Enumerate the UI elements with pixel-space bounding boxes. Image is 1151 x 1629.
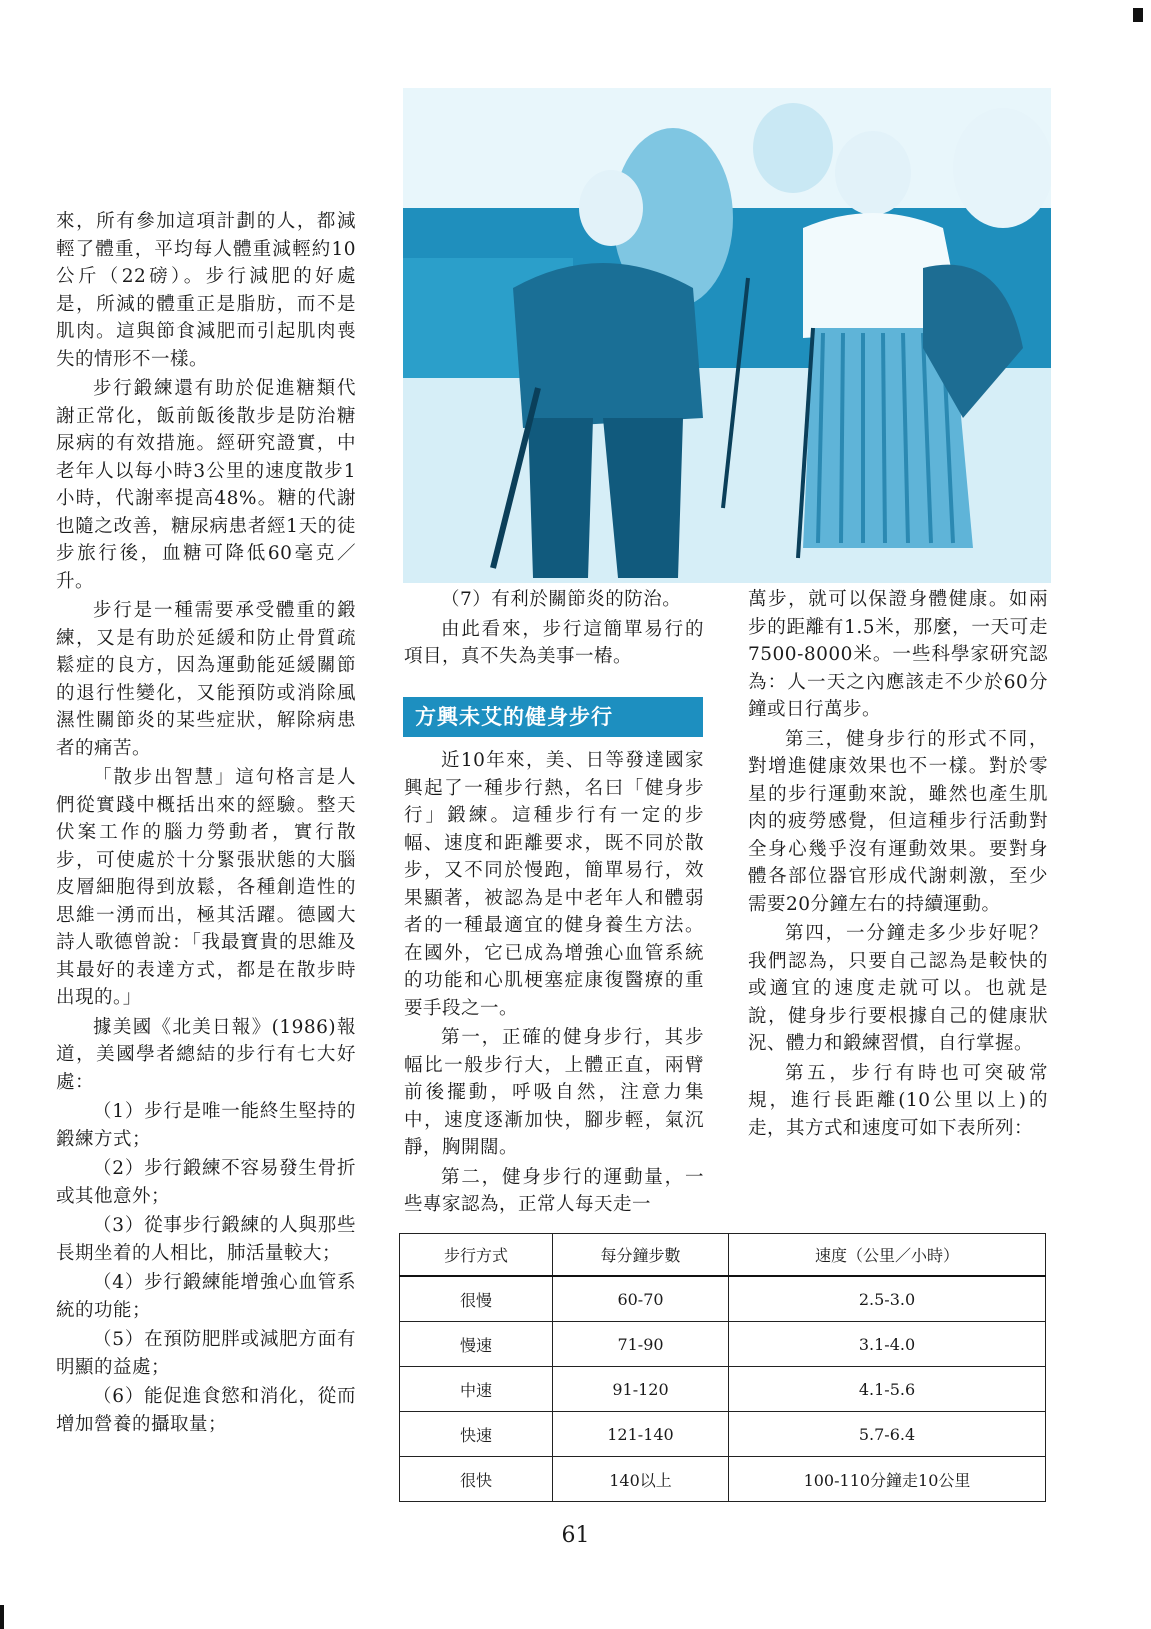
table-cell-steps: 91-120 — [553, 1367, 729, 1412]
edge-mark — [0, 1605, 4, 1629]
table-header-method: 步行方式 — [400, 1234, 553, 1277]
paragraph: 第三，健身步行的形式不同，對增進健康效果也不一樣。對於零星的步行運動來說，雖然也產生肌肉的疲勞感覺，但這種步行活動對全身心幾乎沒有運動效果。要對身體各部位器官形成代謝刺激，至少需要20分鐘左右的持續運動。 — [748, 728, 1048, 915]
paragraph: （4）步行鍛練能增強心血管系統的功能； — [56, 1272, 356, 1321]
table-header-speed: 速度（公里／小時） — [729, 1234, 1046, 1277]
paragraph: 據美國《北美日報》(1986)報道，美國學者總結的步行有七大好處： — [56, 1016, 356, 1093]
table-row — [400, 1322, 1046, 1367]
table-cell-speed: 100-110分鐘走10公里 — [729, 1457, 1046, 1502]
table-cell-speed: 5.7-6.4 — [729, 1412, 1046, 1457]
table-row — [400, 1457, 1046, 1502]
paragraph: 第一，正確的健身步行，其步幅比一般步行大，上體正直，兩臂前後擺動，呼吸自然，注意力集中，速度逐漸加快，腳步輕，氣沉靜，胸開闊。 — [404, 1027, 704, 1158]
table-header-row — [400, 1234, 1046, 1277]
paragraph: 近10年來，美、日等發達國家興起了一種步行熱，名曰「健身步行」鍛練。這種步行有一定的步幅、速度和距離要求，既不同於散步，又不同於慢跑，簡單易行，效果顯著，被認為是中老年人和體弱者的一種最適宜的健身養生方法。在國外，它已成為增強心血管系統的功能和心肌梗塞症康復醫療的重要手段之一。 — [404, 750, 704, 1019]
paragraph: 步行是一種需要承受體重的鍛練，又是有助於延緩和防止骨質疏鬆症的良方，因為運動能延緩關節的退行性變化，又能預防或消除風濕性關節炎的某些症狀，解除病患者的痛苦。 — [56, 600, 356, 759]
walking-speed-table — [399, 1233, 1046, 1502]
table-cell-method: 慢速 — [400, 1322, 553, 1367]
paragraph: 由此看來，步行這簡單易行的項目，真不失為美事一樁。 — [404, 618, 704, 667]
walkers-photo-image — [403, 88, 1051, 583]
table-cell-speed: 4.1-5.6 — [729, 1367, 1046, 1412]
table-row — [400, 1276, 1046, 1322]
table-cell-method: 中速 — [400, 1367, 553, 1412]
paragraph: （2）步行鍛練不容易發生骨折或其他意外； — [56, 1158, 356, 1207]
text-column-middle — [404, 747, 704, 1221]
text-column-right — [748, 586, 1048, 1144]
table-row — [400, 1412, 1046, 1457]
paragraph: 來，所有參加這項計劃的人，都減輕了體重，平均每人體重減輕約10公斤（22磅）。步行減肥的好處是，所減的體重正是脂肪，而不是肌肉。這與節食減肥而引起肌肉喪失的情形不一樣。 — [56, 211, 356, 370]
text-column-middle-top — [404, 586, 704, 673]
paragraph: 步行鍛練還有助於促進糖類代謝正常化，飯前飯後散步是防治糖尿病的有效措施。經研究證實，中老年人以每小時3公里的速度散步1小時，代謝率提高48%。糖的代謝也隨之改善，糖尿病患者經1天的徒步旅行後，血糖可降低60毫克／升。 — [56, 378, 356, 592]
table-cell-method: 很慢 — [400, 1276, 553, 1322]
paragraph: （6）能促進食慾和消化，從而增加營養的攝取量； — [56, 1386, 356, 1435]
table-cell-speed: 2.5-3.0 — [729, 1276, 1046, 1322]
table-cell-steps: 71-90 — [553, 1322, 729, 1367]
paragraph: （7）有利於關節炎的防治。 — [441, 589, 682, 610]
corner-mark — [1133, 8, 1143, 22]
table-cell-steps: 140以上 — [553, 1457, 729, 1502]
table-header-steps: 每分鐘步數 — [553, 1234, 729, 1277]
paragraph: （5）在預防肥胖或減肥方面有明顯的益處； — [56, 1329, 356, 1378]
table-row — [400, 1367, 1046, 1412]
paragraph: 第五，步行有時也可突破常規，進行長距離(10公里以上)的走，其方式和速度可如下表所列： — [748, 1062, 1048, 1139]
table-cell-steps: 60-70 — [553, 1276, 729, 1322]
page-number: 61 — [561, 1523, 590, 1548]
table-cell-steps: 121-140 — [553, 1412, 729, 1457]
walkers-photo — [403, 88, 1051, 583]
paragraph: （1）步行是唯一能終生堅持的鍛練方式； — [56, 1101, 356, 1150]
table-cell-speed: 3.1-4.0 — [729, 1322, 1046, 1367]
paragraph: 第四，一分鐘走多少步好呢？我們認為，只要自己認為是較快的或適宜的速度走就可以。也就是說，健身步行要根據自己的健康狀況、體力和鍛練習慣，自行掌握。 — [748, 923, 1048, 1054]
table-cell-method: 很快 — [400, 1457, 553, 1502]
text-column-left — [56, 208, 356, 1440]
section-heading: 方興未艾的健身步行 — [403, 697, 703, 737]
paragraph: 「散步出智慧」這句格言是人們從實踐中概括出來的經驗。整天伏案工作的腦力勞動者，實行散步，可使處於十分緊張狀態的大腦皮層細胞得到放鬆，各種創造性的思維一湧而出，極其活躍。德國大詩人歌德曾說：「我最寶貴的思維及其最好的表達方式，都是在散步時出現的。」 — [56, 767, 356, 1008]
paragraph: 第二，健身步行的運動量，一些專家認為，正常人每天走一 — [404, 1166, 704, 1215]
table-cell-method: 快速 — [400, 1412, 553, 1457]
paragraph: （3）從事步行鍛練的人與那些長期坐着的人相比，肺活量較大； — [56, 1215, 356, 1264]
paragraph: 萬步，就可以保證身體健康。如兩步的距離有1.5米，那麼，一天可走7500-8000米。一些科學家研究認為：人一天之內應該走不少於60分鐘或日行萬步。 — [748, 589, 1048, 720]
